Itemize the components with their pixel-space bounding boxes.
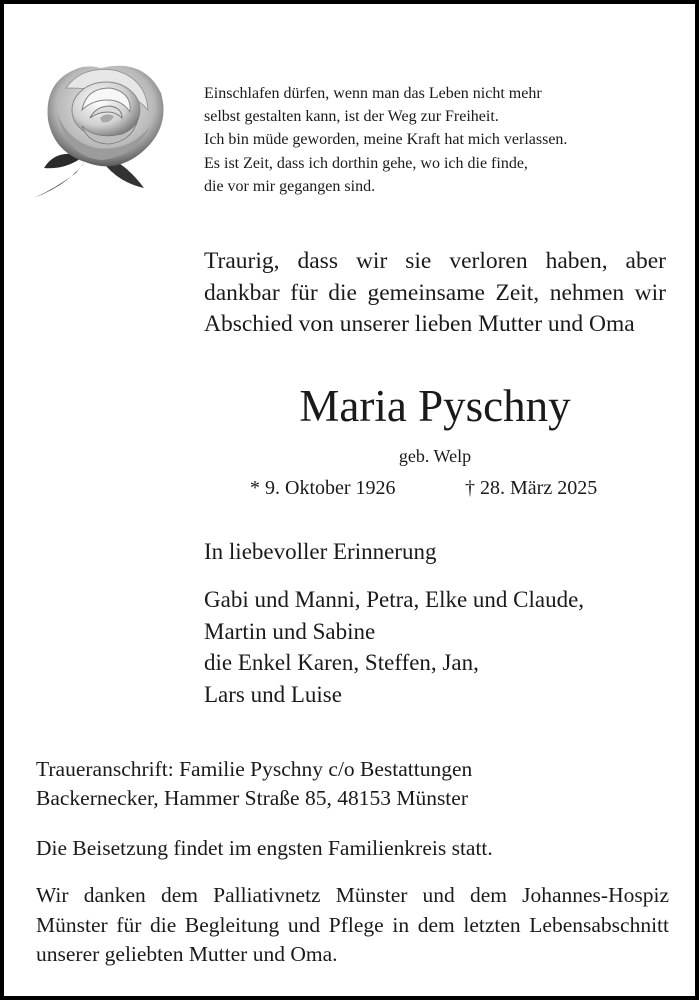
birth-date: * 9. Oktober 1926	[250, 477, 396, 499]
mourning-address	[36, 755, 676, 812]
poem-line: Einschlafen dürfen, wenn man das Leben nicht mehr	[204, 85, 542, 102]
family-line: Lars und Luise	[204, 681, 342, 707]
burial-note: Die Beisetzung findet im engsten Familienkreis statt.	[36, 836, 493, 860]
rose-icon	[26, 48, 176, 208]
death-date: † 28. März 2025	[465, 477, 598, 499]
family-list	[204, 584, 584, 710]
deceased-name: Maria Pyschny	[299, 381, 571, 431]
family-line: die Enkel Karen, Steffen, Jan,	[204, 650, 479, 675]
address-line: Traueranschrift: Familie Pyschny c/o Bestattungen	[36, 757, 473, 781]
poem-line: Es ist Zeit, dass ich dorthin gehe, wo ich die finde,	[204, 154, 528, 172]
maiden-name: geb. Welp	[398, 446, 472, 466]
memory-heading: In liebevoller Erinnerung	[204, 539, 437, 564]
poem-line: die vor mir gegangen sind.	[204, 177, 376, 195]
intro-text: Traurig, dass wir sie verloren haben, aber dankbar für die gemeinsame Zeit, nehmen wir Abschied von unserer lieben Mutter und Oma	[204, 248, 666, 337]
thanks-note: Wir danken dem Palliativnetz Münster und dem Johannes-Hospiz Münster für die Begleitung und Pflege in dem letzten Lebensabschnitt unserer geliebten Mutter und Oma.	[36, 883, 669, 966]
address-line: Backernecker, Hammer Straße 85, 48153 Münster	[36, 785, 468, 810]
poem-line: selbst gestalten kann, ist der Weg zur Freiheit.	[204, 108, 499, 126]
poem	[204, 82, 664, 198]
family-line: Gabi und Manni, Petra, Elke und Claude,	[204, 587, 585, 612]
poem-line: Ich bin müde geworden, meine Kraft hat mich verlassen.	[204, 131, 568, 149]
family-line: Martin und Sabine	[204, 618, 376, 644]
